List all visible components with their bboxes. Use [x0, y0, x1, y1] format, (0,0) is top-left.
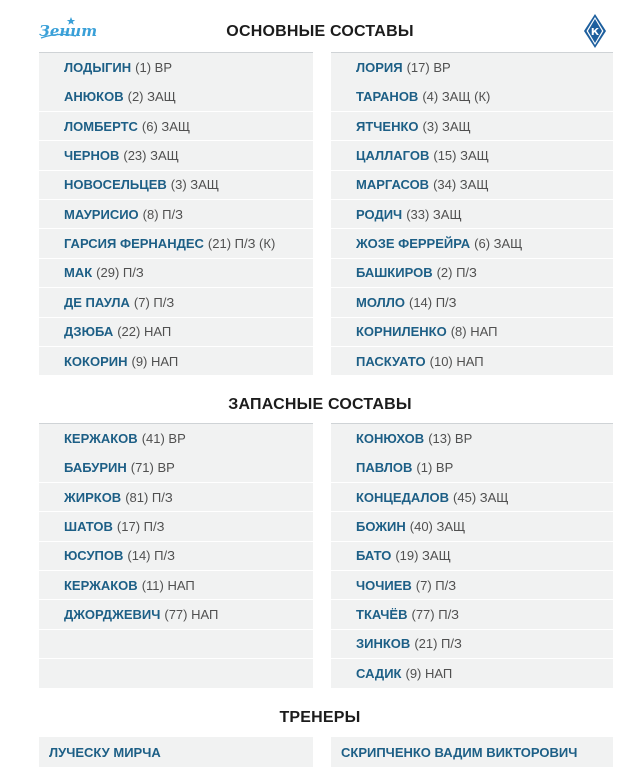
- player-name-link[interactable]: ЧОЧИЕВ: [356, 577, 412, 593]
- player-number-position: (1) ВР: [416, 460, 454, 476]
- player-number-position: (8) НАП: [450, 324, 498, 340]
- player-name-link[interactable]: ШАТОВ: [64, 518, 113, 534]
- player-row: [39, 259, 313, 288]
- player-name-link[interactable]: ЛОМБЕРТС: [64, 118, 138, 134]
- player-name-link[interactable]: ЖИРКОВ: [64, 489, 122, 505]
- player-row: [39, 453, 313, 482]
- player-row: [331, 112, 613, 141]
- player-name-link[interactable]: КОКОРИН: [64, 353, 128, 369]
- player-name-link[interactable]: БОЖИН: [356, 518, 406, 534]
- player-row: [331, 347, 613, 376]
- home-coach-block: [39, 737, 313, 768]
- player-name-link[interactable]: БАШКИРОВ: [356, 265, 433, 281]
- player-name-link[interactable]: ПАСКУАТО: [356, 353, 426, 369]
- player-row: [39, 512, 313, 541]
- player-row: [39, 200, 313, 229]
- player-number-position: (10) НАП: [429, 353, 484, 369]
- player-name-link[interactable]: САДИК: [356, 665, 402, 681]
- player-name-link[interactable]: ПАВЛОВ: [356, 460, 413, 476]
- player-number-position: (9) НАП: [405, 665, 453, 681]
- player-row: [331, 141, 613, 170]
- player-row: [39, 112, 313, 141]
- player-row: [331, 229, 613, 258]
- player-name-link[interactable]: ЦАЛЛАГОВ: [356, 147, 430, 163]
- player-name-link[interactable]: ЖОЗЕ ФЕРРЕЙРА: [356, 236, 471, 252]
- player-name-link[interactable]: КОНЮХОВ: [356, 430, 425, 446]
- svg-text:Зенит: Зенит: [39, 22, 98, 40]
- player-number-position: (9) НАП: [131, 353, 179, 369]
- player-number-position: (34) ЗАЩ: [433, 177, 489, 193]
- player-number-position: (45) ЗАЩ: [453, 489, 509, 505]
- player-name-link[interactable]: МАК: [64, 265, 93, 281]
- player-row: [331, 483, 613, 512]
- svg-text:К: К: [590, 27, 600, 38]
- player-name-link[interactable]: БАБУРИН: [64, 460, 127, 476]
- player-number-position: (71) ВР: [130, 460, 175, 476]
- coach-row: [331, 737, 613, 767]
- player-row: [39, 542, 313, 571]
- player-number-position: (77) НАП: [164, 607, 219, 623]
- home-starting-list: [39, 53, 313, 376]
- player-name-link[interactable]: ДЗЮБА: [64, 324, 114, 340]
- player-number-position: (14) П/З: [408, 294, 457, 310]
- player-number-position: (7) П/З: [415, 577, 457, 593]
- substitutes-title: ЗАПАСНЫЕ СОСТАВЫ: [228, 396, 412, 413]
- coaches-title: ТРЕНЕРЫ: [279, 709, 361, 726]
- player-row: [331, 171, 613, 200]
- player-name-link[interactable]: ЮСУПОВ: [64, 548, 124, 564]
- player-name-link[interactable]: ЛОДЫГИН: [64, 59, 132, 75]
- player-number-position: (13) ВР: [428, 430, 473, 446]
- player-name-link[interactable]: МОЛЛО: [356, 294, 405, 310]
- player-row: [39, 424, 313, 453]
- player-name-link[interactable]: РОДИЧ: [356, 206, 403, 222]
- player-name-link[interactable]: ДЕ ПАУЛА: [64, 294, 130, 310]
- away-coach-block: [331, 737, 613, 768]
- player-number-position: (17) ВР: [406, 59, 451, 75]
- player-name-link[interactable]: БАТО: [356, 548, 392, 564]
- player-name-link[interactable]: ГАРСИЯ ФЕРНАНДЕС: [64, 236, 204, 252]
- player-number-position: (11) НАП: [141, 577, 195, 593]
- player-number-position: (2) ЗАЩ: [127, 89, 176, 105]
- away-starting-list: [331, 53, 613, 376]
- player-number-position: (23) ЗАЩ: [123, 147, 179, 163]
- starting-lineups-title: ОСНОВНЫЕ СОСТАВЫ: [226, 23, 414, 40]
- player-name-link[interactable]: ЯТЧЕНКО: [356, 118, 419, 134]
- player-row: [39, 318, 313, 347]
- home-subs-list: [39, 424, 313, 689]
- player-row: [331, 630, 613, 659]
- player-row: [39, 600, 313, 629]
- player-name-link[interactable]: ТКАЧЁВ: [356, 607, 408, 623]
- player-number-position: (7) П/З: [133, 294, 175, 310]
- player-number-position: (19) ЗАЩ: [395, 548, 451, 564]
- player-row: [331, 53, 613, 82]
- player-number-position: (14) П/З: [127, 548, 175, 564]
- player-row: [331, 453, 613, 482]
- player-number-position: (6) ЗАЩ: [474, 236, 523, 252]
- player-row: [331, 600, 613, 629]
- player-number-position: (1) ВР: [135, 59, 172, 75]
- player-name-link[interactable]: НОВОСЕЛЬЦЕВ: [64, 177, 167, 193]
- player-row: [39, 141, 313, 170]
- player-name-link[interactable]: КЕРЖАКОВ: [64, 577, 138, 593]
- player-number-position: (33) ЗАЩ: [406, 206, 462, 222]
- player-row: [39, 288, 313, 317]
- player-name-link[interactable]: АНЮКОВ: [64, 89, 124, 105]
- home-coach-name[interactable]: ЛУЧЕСКУ МИРЧА: [49, 744, 161, 760]
- player-name-link[interactable]: МАРГАСОВ: [356, 177, 430, 193]
- player-number-position: (40) ЗАЩ: [409, 518, 466, 534]
- player-row: [331, 659, 613, 688]
- player-row: [39, 53, 313, 82]
- player-row: [331, 200, 613, 229]
- player-row: [39, 347, 313, 376]
- player-name-link[interactable]: МАУРИСИО: [64, 206, 139, 222]
- player-name-link[interactable]: ЛОРИЯ: [356, 59, 403, 75]
- player-number-position: (21) П/З (К): [207, 236, 276, 252]
- player-row: [331, 571, 613, 600]
- player-row: [39, 571, 313, 600]
- player-name-link[interactable]: КОРНИЛЕНКО: [356, 324, 447, 340]
- player-number-position: (22) НАП: [117, 324, 172, 340]
- player-row: [39, 171, 313, 200]
- player-number-position: (21) П/З: [414, 636, 462, 652]
- player-name-link[interactable]: ЗИНКОВ: [356, 636, 411, 652]
- player-name-link[interactable]: ДЖОРДЖЕВИЧ: [64, 607, 161, 623]
- player-row: [331, 424, 613, 453]
- player-row: [331, 542, 613, 571]
- player-number-position: (41) ВР: [141, 430, 186, 446]
- player-name-link[interactable]: ЧЕРНОВ: [64, 147, 120, 163]
- player-number-position: (29) П/З: [96, 265, 144, 281]
- player-row: [39, 229, 313, 258]
- away-coach-name[interactable]: СКРИПЧЕНКО ВАДИМ ВИКТОРОВИЧ: [341, 744, 578, 760]
- player-name-link[interactable]: ТАРАНОВ: [356, 89, 419, 105]
- coach-row: [39, 737, 313, 767]
- player-number-position: (4) ЗАЩ (К): [422, 89, 491, 105]
- player-number-position: (15) ЗАЩ: [433, 147, 489, 163]
- player-row: [39, 483, 313, 512]
- player-name-link[interactable]: КЕРЖАКОВ: [64, 430, 138, 446]
- away-subs-list: [331, 424, 613, 689]
- player-number-position: (8) П/З: [142, 206, 183, 222]
- player-number-position: (2) П/З: [436, 265, 477, 281]
- player-row: [331, 318, 613, 347]
- empty-row: [39, 630, 313, 659]
- empty-row: [39, 659, 313, 688]
- player-number-position: (77) П/З: [411, 607, 460, 623]
- player-number-position: (6) ЗАЩ: [141, 118, 191, 134]
- player-row: [331, 82, 613, 111]
- player-row: [331, 259, 613, 288]
- player-row: [39, 82, 313, 111]
- player-row: [331, 288, 613, 317]
- player-name-link[interactable]: КОНЦЕДАЛОВ: [356, 489, 450, 505]
- player-number-position: (3) ЗАЩ: [422, 118, 471, 134]
- player-row: [331, 512, 613, 541]
- player-number-position: (81) П/З: [125, 489, 173, 505]
- player-number-position: (3) ЗАЩ: [170, 177, 219, 193]
- player-number-position: (17) П/З: [116, 518, 165, 534]
